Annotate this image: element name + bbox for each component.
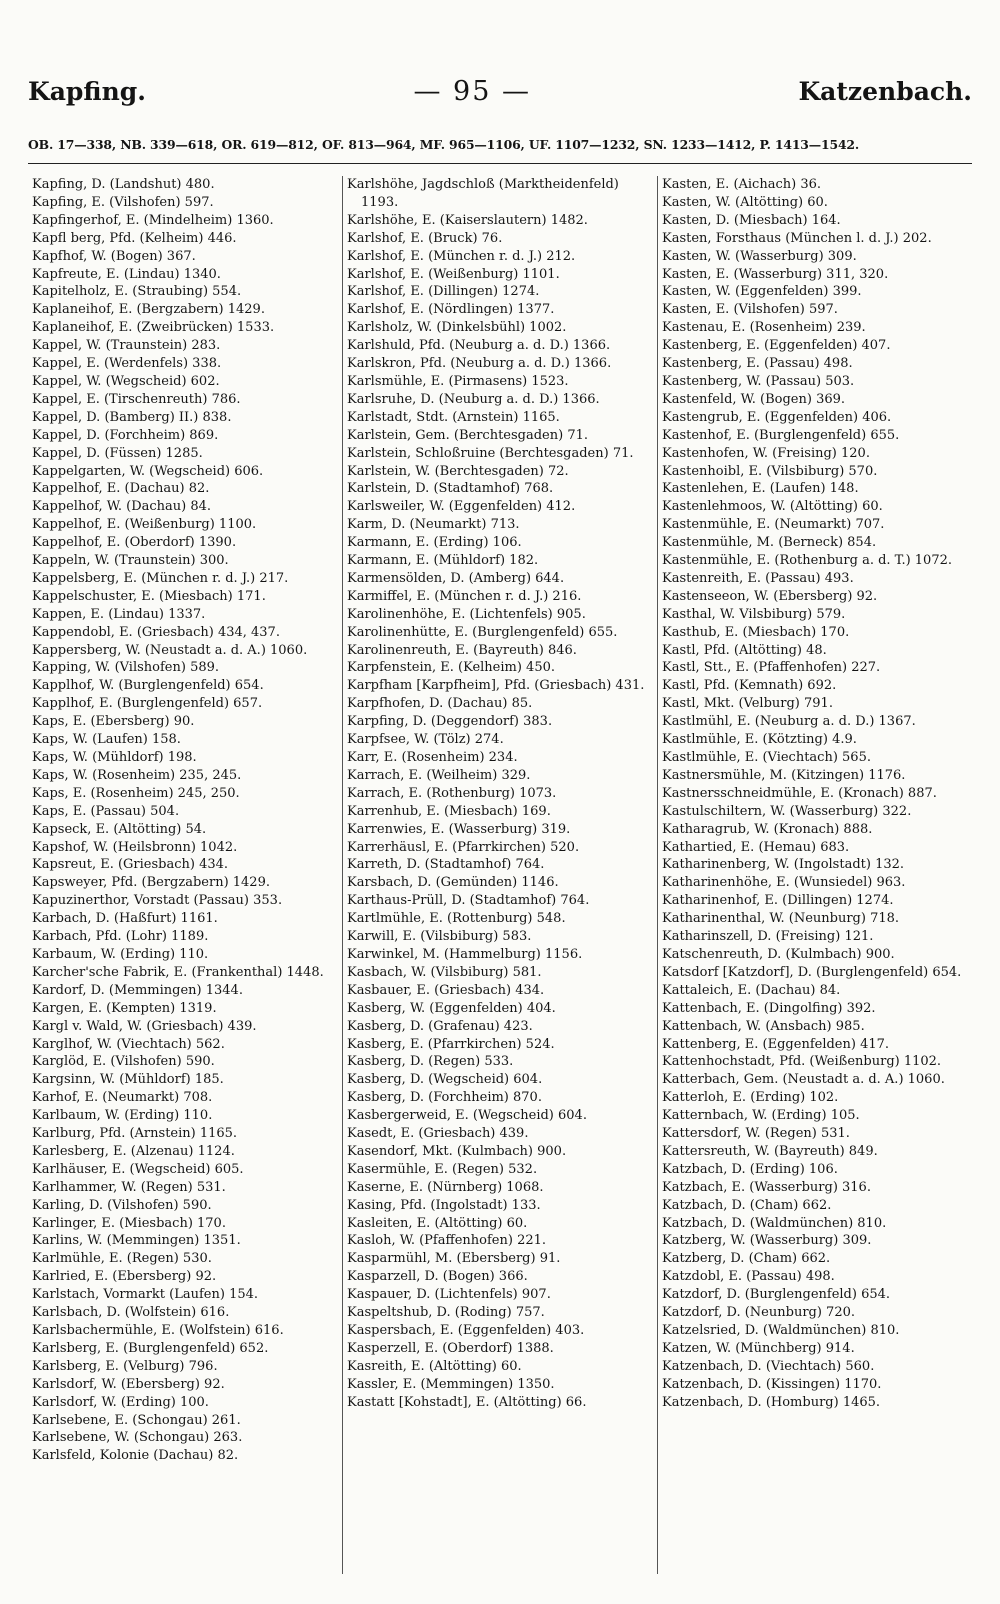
gazetteer-entry: Kaps, W. (Mühldorf) 198. [32, 750, 197, 765]
gazetteer-entry: Kastenmühle, M. (Berneck) 854. [662, 535, 877, 551]
gazetteer-entry: Karlsberg, E. (Burglengenfeld) 652. [32, 1340, 269, 1356]
gazetteer-entry: Katzberg, W. (Wasserburg) 309. [662, 1233, 872, 1249]
gazetteer-entry: Karlsbach, D. (Wolfstein) 616. [32, 1305, 230, 1321]
gazetteer-entry: Karrach, E. (Weilheim) 329. [347, 767, 531, 783]
gazetteer-entry: Karlesberg, E. (Alzenau) 1124. [32, 1143, 235, 1159]
gazetteer-entry: Kasthub, E. (Miesbach) 170. [662, 624, 850, 640]
gazetteer-entry: Kappelschuster, E. (Miesbach) 171. [32, 588, 266, 604]
gazetteer-entry: Karlshof, E. (Weißenburg) 1101. [347, 266, 560, 282]
gazetteer-entry: Kasermühle, E. (Regen) 532. [347, 1161, 538, 1177]
gazetteer-entry: Kapfhof, W. (Bogen) 367. [32, 248, 196, 264]
header-first-entry: Kapfing. [28, 77, 146, 106]
gazetteer-entry: Kastenhofen, W. (Freising) 120. [662, 445, 870, 461]
gazetteer-entry: Karlsweiler, W. (Eggenfelden) 412. [347, 499, 576, 515]
gazetteer-entry: Karglöd, E. (Vilshofen) 590. [32, 1054, 215, 1070]
gazetteer-entry: Karlstein, Gem. (Berchtesgaden) 71. [347, 427, 589, 443]
gazetteer-entry: Kapseck, E. (Altötting) 54. [32, 821, 207, 837]
gazetteer-entry: Katzenbach, D. (Kissingen) 1170. [662, 1376, 882, 1392]
gazetteer-entry: Kasberg, D. (Grafenau) 423. [347, 1018, 533, 1034]
gazetteer-entry: Kastlmühl, E. (Neuburg a. d. D.) 1367. [662, 714, 916, 730]
gazetteer-entry: Kappeln, W. (Traunstein) 300. [32, 553, 229, 569]
gazetteer-entry: Kastenhof, E. (Burglengenfeld) 655. [662, 427, 900, 443]
gazetteer-entry: Katzdorf, D. (Neunburg) 720. [662, 1305, 856, 1321]
gazetteer-entry: Kasberg, W. (Eggenfelden) 404. [347, 1000, 556, 1016]
gazetteer-entry: Kastenmühle, E. (Rothenburg a. d. T.) 1072. [662, 553, 952, 569]
gazetteer-entry: Kaps, E. (Rosenheim) 245, 250. [32, 785, 240, 801]
column-3 [657, 176, 972, 1574]
gazetteer-entry: Kattenhochstadt, Pfd. (Weißenburg) 1102. [662, 1054, 942, 1070]
gazetteer-entry: Kasten, Forsthaus (München l. d. J.) 202. [662, 230, 932, 246]
gazetteer-entry: Karlhammer, W. (Regen) 531. [32, 1179, 226, 1195]
gazetteer-entry: Kastl, Stt., E. (Pfaffenhofen) 227. [662, 660, 881, 676]
gazetteer-entry: Kastl, Pfd. (Kemnath) 692. [662, 678, 837, 694]
gazetteer-entry: Kastulschiltern, W. (Wasserburg) 322. [662, 803, 912, 819]
gazetteer-entry: Karglhof, W. (Viechtach) 562. [32, 1036, 225, 1052]
gazetteer-entry: Kastenberg, E. (Passau) 498. [662, 356, 853, 372]
gazetteer-entry: Kasedt, E. (Griesbach) 439. [347, 1126, 529, 1142]
gazetteer-entry: Kaps, W. (Rosenheim) 235, 245. [32, 767, 242, 783]
gazetteer-entry: Katzbach, D. (Waldmünchen) 810. [662, 1215, 887, 1231]
gazetteer-entry: Kattenbach, E. (Dingolfing) 392. [662, 1000, 876, 1016]
gazetteer-entry: Kaspersbach, E. (Eggenfelden) 403. [347, 1323, 585, 1338]
gazetteer-entry: Kasparmühl, M. (Ebersberg) 91. [347, 1251, 561, 1267]
gazetteer-entry: Kastl, Mkt. (Velburg) 791. [662, 696, 833, 712]
gazetteer-entry: Kappelhof, E. (Oberdorf) 1390. [32, 535, 237, 551]
gazetteer-entry: Kappen, E. (Lindau) 1337. [32, 606, 206, 622]
gazetteer-entry: Kappel, E. (Tirschenreuth) 786. [32, 391, 241, 407]
gazetteer-entry: Kapfingerhof, E. (Mindelheim) 1360. [32, 212, 274, 228]
gazetteer-entry: Karlhäuser, E. (Wegscheid) 605. [32, 1161, 244, 1177]
gazetteer-entry: Kaserne, E. (Nürnberg) 1068. [347, 1179, 544, 1195]
gazetteer-entry: Kasberg, D. (Regen) 533. [347, 1054, 514, 1070]
gazetteer-entry: Kastenberg, E. (Eggenfelden) 407. [662, 338, 891, 354]
gazetteer-entry: Kastnersschneidmühle, E. (Kronach) 887. [662, 785, 937, 801]
gazetteer-entry: Kargsinn, W. (Mühldorf) 185. [32, 1072, 224, 1088]
gazetteer-entry: Kasten, E. (Aichach) 36. [662, 177, 821, 192]
gazetteer-entry: Karlstach, Vormarkt (Laufen) 154. [32, 1287, 259, 1303]
gazetteer-entry: Karolinenhöhe, E. (Lichtenfels) 905. [347, 606, 586, 622]
gazetteer-entry: Kasbauer, E. (Griesbach) 434. [347, 982, 545, 998]
gazetteer-entry: Kattersreuth, W. (Bayreuth) 849. [662, 1143, 878, 1159]
gazetteer-entry: Karbaum, W. (Erding) 110. [32, 946, 209, 962]
gazetteer-entry: Karlsdorf, W. (Erding) 100. [32, 1394, 209, 1410]
gazetteer-entry: Karlmühle, E. (Regen) 530. [32, 1251, 212, 1267]
gazetteer-entry: Kathartied, E. (Hemau) 683. [662, 839, 850, 855]
gazetteer-entry: Kastengrub, E. (Eggenfelden) 406. [662, 409, 892, 425]
gazetteer-entry: Katharagrub, W. (Kronach) 888. [662, 821, 873, 837]
gazetteer-entry: Kasten, D. (Miesbach) 164. [662, 212, 841, 228]
gazetteer-entry: Kasbergerweid, E. (Wegscheid) 604. [347, 1108, 587, 1124]
gazetteer-entry: Karrenwies, E. (Wasserburg) 319. [347, 821, 571, 837]
gazetteer-entry: Karlstadt, Stdt. (Arnstein) 1165. [347, 409, 560, 425]
gazetteer-entry: Katharinenthal, W. (Neunburg) 718. [662, 911, 900, 927]
gazetteer-entry: Karpfenstein, E. (Kelheim) 450. [347, 660, 555, 676]
gazetteer-entry: Kapsweyer, Pfd. (Bergzabern) 1429. [32, 875, 270, 891]
gazetteer-entry: Kattersdorf, W. (Regen) 531. [662, 1126, 850, 1142]
gazetteer-entry: Katharinenberg, W. (Ingolstadt) 132. [662, 857, 905, 873]
gazetteer-entry: Kasparzell, D. (Bogen) 366. [347, 1269, 528, 1285]
column-1 [28, 176, 342, 1574]
gazetteer-entry: Katzberg, D. (Cham) 662. [662, 1251, 831, 1267]
gazetteer-entry: Kasberg, D. (Wegscheid) 604. [347, 1072, 543, 1088]
gazetteer-entry: Kappel, W. (Wegscheid) 602. [32, 373, 220, 389]
gazetteer-entry: Kappel, D. (Forchheim) 869. [32, 427, 219, 443]
gazetteer-entry: Karreth, D. (Stadtamhof) 764. [347, 857, 545, 873]
gazetteer-entry: Katzdorf, D. (Burglengenfeld) 654. [662, 1287, 891, 1303]
gazetteer-entry: Kapfing, D. (Landshut) 480. [32, 177, 215, 192]
gazetteer-entry: Katzenbach, D. (Viechtach) 560. [662, 1358, 875, 1374]
gazetteer-entry: Kastlmühle, E. (Kötzting) 4.9. [662, 732, 857, 748]
gazetteer-entry: Karcher'sche Fabrik, E. (Frankenthal) 1448. [32, 964, 324, 980]
gazetteer-entry: Kapfreute, E. (Lindau) 1340. [32, 266, 221, 282]
gazetteer-entry: Karbach, D. (Haßfurt) 1161. [32, 911, 218, 927]
gazetteer-entry: Kasberg, E. (Pfarrkirchen) 524. [347, 1036, 555, 1052]
gazetteer-entry: Kastenberg, W. (Passau) 503. [662, 373, 855, 389]
gazetteer-entry: Kappel, D. (Bamberg) II.) 838. [32, 409, 232, 425]
gazetteer-entry: Karlstein, D. (Stadtamhof) 768. [347, 481, 554, 497]
gazetteer-entry: Karm, D. (Neumarkt) 713. [347, 517, 520, 533]
gazetteer-entry: Kasten, W. (Wasserburg) 309. [662, 248, 857, 264]
gazetteer-entry: Karolinenreuth, E. (Bayreuth) 846. [347, 642, 577, 658]
gazetteer-entry: Karrach, E. (Rothenburg) 1073. [347, 785, 557, 801]
gazetteer-entry: Kasing, Pfd. (Ingolstadt) 133. [347, 1197, 541, 1213]
gazetteer-entry: Kastenlehen, E. (Laufen) 148. [662, 481, 859, 497]
gazetteer-entry: Kappersberg, W. (Neustadt a. d. A.) 1060. [32, 642, 308, 658]
gazetteer-entry: Kasten, E. (Wasserburg) 311, 320. [662, 266, 889, 282]
gazetteer-entry: Karlshuld, Pfd. (Neuburg a. d. D.) 1366. [347, 338, 611, 354]
gazetteer-entry: Kappel, D. (Füssen) 1285. [32, 445, 203, 461]
gazetteer-entry: Karhof, E. (Neumarkt) 708. [32, 1090, 213, 1106]
gazetteer-entry: Karlinger, E. (Miesbach) 170. [32, 1215, 226, 1231]
gazetteer-entry: Karlshof, E. (Bruck) 76. [347, 230, 503, 246]
gazetteer-entry: Kapitelholz, E. (Straubing) 554. [32, 284, 242, 300]
gazetteer-entry: Karsbach, D. (Gemünden) 1146. [347, 875, 559, 891]
gazetteer-entry: Kasten, W. (Eggenfelden) 399. [662, 284, 862, 300]
gazetteer-entry: Karlsfeld, Kolonie (Dachau) 82. [32, 1448, 239, 1464]
gazetteer-entry: Kassler, E. (Memmingen) 1350. [347, 1376, 555, 1392]
gazetteer-entry: Katzbach, D. (Cham) 662. [662, 1197, 832, 1213]
column-2 [342, 176, 657, 1574]
gazetteer-entry: Kappelgarten, W. (Wegscheid) 606. [32, 463, 264, 479]
gazetteer-entry: Kaps, E. (Ebersberg) 90. [32, 714, 195, 730]
gazetteer-entry: Katzelsried, D. (Waldmünchen) 810. [662, 1323, 900, 1338]
gazetteer-entry: Karlsebene, W. (Schongau) 263. [32, 1430, 243, 1446]
gazetteer-entry: Kappendobl, E. (Griesbach) 434, 437. [32, 624, 280, 640]
gazetteer-entry: Kattenberg, E. (Eggenfelden) 417. [662, 1036, 890, 1052]
gazetteer-entry: Kasthal, W. Vilsbiburg) 579. [662, 606, 846, 622]
gazetteer-entry: Karrenhub, E. (Miesbach) 169. [347, 803, 551, 819]
gazetteer-columns [28, 176, 972, 1574]
gazetteer-entry: Kastl, Pfd. (Altötting) 48. [662, 642, 827, 658]
gazetteer-entry: Karthaus-Prüll, D. (Stadtamhof) 764. [347, 893, 590, 909]
gazetteer-entry: Kappelhof, E. (Dachau) 82. [32, 481, 210, 497]
gazetteer-entry: Karlsebene, E. (Schongau) 261. [32, 1412, 241, 1428]
gazetteer-entry: Kappel, E. (Werdenfels) 338. [32, 356, 222, 372]
gazetteer-entry: Kastlmühle, E. (Viechtach) 565. [662, 750, 871, 765]
gazetteer-entry: Kastnersmühle, M. (Kitzingen) 1176. [662, 767, 906, 783]
gazetteer-entry: Kappelhof, E. (Weißenburg) 1100. [32, 517, 257, 533]
gazetteer-entry: Kasloh, W. (Pfaffenhofen) 221. [347, 1233, 547, 1249]
gazetteer-entry: Katzbach, D. (Erding) 106. [662, 1161, 838, 1177]
gazetteer-entry: Kappelhof, W. (Dachau) 84. [32, 499, 212, 515]
gazetteer-entry: Karmiffel, E. (München r. d. J.) 216. [347, 588, 582, 604]
gazetteer-entry: Karmensölden, D. (Amberg) 644. [347, 570, 565, 586]
gazetteer-entry: Kapplhof, W. (Burglengenfeld) 654. [32, 678, 264, 694]
gazetteer-entry: Kaplaneihof, E. (Bergzabern) 1429. [32, 302, 265, 318]
gazetteer-entry: Kaplaneihof, E. (Zweibrücken) 1533. [32, 320, 275, 336]
gazetteer-entry: Kasberg, D. (Forchheim) 870. [347, 1090, 542, 1106]
gazetteer-entry: Karlshöhe, E. (Kaiserslautern) 1482. [347, 212, 588, 228]
gazetteer-entry: Kastenau, E. (Rosenheim) 239. [662, 320, 866, 336]
gazetteer-entry: Kapplhof, E. (Burglengenfeld) 657. [32, 696, 263, 712]
page-header [28, 76, 972, 107]
gazetteer-entry: Karling, D. (Vilshofen) 590. [32, 1197, 212, 1213]
gazetteer-entry: Kastenreith, E. (Passau) 493. [662, 570, 854, 586]
gazetteer-entry: Katsdorf [Katzdorf], D. (Burglengenfeld) 654. [662, 964, 962, 980]
gazetteer-entry: Karr, E. (Rosenheim) 234. [347, 750, 518, 765]
gazetteer-entry: Kasendorf, Mkt. (Kulmbach) 900. [347, 1143, 567, 1159]
gazetteer-entry: Katzbach, E. (Wasserburg) 316. [662, 1179, 871, 1195]
gazetteer-entry: Karlbaum, W. (Erding) 110. [32, 1108, 213, 1124]
gazetteer-entry: Karlsdorf, W. (Ebersberg) 92. [32, 1376, 225, 1392]
gazetteer-entry: Kapfl berg, Pfd. (Kelheim) 446. [32, 230, 237, 246]
gazetteer-entry: Kastenfeld, W. (Bogen) 369. [662, 391, 846, 407]
gazetteer-entry: Kapfing, E. (Vilshofen) 597. [32, 194, 214, 210]
gazetteer-entry: Karpfsee, W. (Tölz) 274. [347, 732, 504, 748]
gazetteer-entry: Kapuzinerthor, Vorstadt (Passau) 353. [32, 893, 283, 909]
gazetteer-entry: Katharinenhöhe, E. (Wunsiedel) 963. [662, 875, 906, 891]
gazetteer-entry: Katharinenhof, E. (Dillingen) 1274. [662, 893, 894, 909]
gazetteer-entry: Karmann, E. (Erding) 106. [347, 535, 522, 551]
gazetteer-entry: Karpfham [Karpfheim], Pfd. (Griesbach) 431. [347, 678, 645, 694]
gazetteer-entry: Kaps, W. (Laufen) 158. [32, 732, 181, 748]
gazetteer-entry: Karlshöhe, Jagdschloß (Marktheidenfeld) 1193. [347, 177, 619, 210]
gazetteer-entry: Karwinkel, M. (Hammelburg) 1156. [347, 946, 583, 962]
gazetteer-entry: Kasten, W. (Altötting) 60. [662, 194, 828, 210]
gazetteer-entry: Kaps, E. (Passau) 504. [32, 803, 180, 819]
gazetteer-entry: Kasleiten, E. (Altötting) 60. [347, 1215, 528, 1231]
gazetteer-entry: Kastenlehmoos, W. (Altötting) 60. [662, 499, 883, 515]
gazetteer-entry: Katzenbach, D. (Homburg) 1465. [662, 1394, 881, 1410]
gazetteer-entry: Karlsholz, W. (Dinkelsbühl) 1002. [347, 320, 567, 336]
header-rule [28, 163, 972, 164]
gazetteer-entry: Kapsreut, E. (Griesbach) 434. [32, 857, 229, 873]
gazetteer-entry: Katschenreuth, D. (Kulmbach) 900. [662, 946, 895, 962]
gazetteer-entry: Kattenbach, W. (Ansbach) 985. [662, 1018, 865, 1034]
gazetteer-entry: Katzen, W. (Münchberg) 914. [662, 1340, 855, 1356]
page-number: — 95 — [413, 76, 531, 107]
gazetteer-entry: Kattaleich, E. (Dachau) 84. [662, 982, 841, 998]
gazetteer-entry: Kastenhoibl, E. (Vilsbiburg) 570. [662, 463, 878, 479]
gazetteer-entry: Karpfing, D. (Deggendorf) 383. [347, 714, 553, 730]
gazetteer-entry: Karmann, E. (Mühldorf) 182. [347, 553, 539, 569]
gazetteer-entry: Karpfhofen, D. (Dachau) 85. [347, 696, 533, 712]
gazetteer-entry: Karlins, W. (Memmingen) 1351. [32, 1233, 241, 1249]
gazetteer-entry: Kappelsberg, E. (München r. d. J.) 217. [32, 570, 289, 586]
gazetteer-entry: Karrerhäusl, E. (Pfarrkirchen) 520. [347, 839, 580, 855]
gazetteer-entry: Kargen, E. (Kempten) 1319. [32, 1000, 217, 1016]
gazetteer-entry: Kartlmühle, E. (Rottenburg) 548. [347, 911, 566, 927]
section-index-line: OB. 17—338, NB. 339—618, OR. 619—812, OF. 813—964, MF. 965—1106, UF. 1107—1232, SN. 1233—1412, P. 1413—1542. [28, 137, 860, 152]
gazetteer-entry: Kapping, W. (Vilshofen) 589. [32, 660, 220, 676]
gazetteer-entry: Karlshof, E. (München r. d. J.) 212. [347, 248, 576, 264]
gazetteer-entry: Katterloh, E. (Erding) 102. [662, 1090, 839, 1106]
gazetteer-entry: Karlskron, Pfd. (Neuburg a. d. D.) 1366. [347, 356, 612, 372]
gazetteer-entry: Karlstein, W. (Berchtesgaden) 72. [347, 463, 569, 479]
gazetteer-entry: Kasreith, E. (Altötting) 60. [347, 1358, 522, 1374]
gazetteer-entry: Karlsmühle, E. (Pirmasens) 1523. [347, 373, 569, 389]
gazetteer-entry: Katharinszell, D. (Freising) 121. [662, 929, 874, 945]
gazetteer-entry: Karlried, E. (Ebersberg) 92. [32, 1269, 217, 1285]
gazetteer-entry: Karlsbachermühle, E. (Wolfstein) 616. [32, 1323, 284, 1338]
gazetteer-entry: Kaspauer, D. (Lichtenfels) 907. [347, 1287, 551, 1303]
gazetteer-entry: Karolinenhütte, E. (Burglengenfeld) 655. [347, 624, 618, 640]
gazetteer-entry: Karbach, Pfd. (Lohr) 1189. [32, 929, 209, 945]
gazetteer-entry: Karlburg, Pfd. (Arnstein) 1165. [32, 1126, 238, 1142]
gazetteer-entry: Kastenmühle, E. (Neumarkt) 707. [662, 517, 885, 533]
gazetteer-entry: Karlsruhe, D. (Neuburg a. d. D.) 1366. [347, 391, 600, 407]
gazetteer-entry: Kapshof, W. (Heilsbronn) 1042. [32, 839, 238, 855]
gazetteer-entry: Katternbach, W. (Erding) 105. [662, 1108, 860, 1124]
gazetteer-entry: Katzdobl, E. (Passau) 498. [662, 1269, 835, 1285]
gazetteer-entry: Karlstein, Schloßruine (Berchtesgaden) 71. [347, 445, 634, 461]
gazetteer-entry: Kardorf, D. (Memmingen) 1344. [32, 982, 243, 998]
gazetteer-entry: Karlshof, E. (Nördlingen) 1377. [347, 302, 555, 318]
gazetteer-entry: Kasten, E. (Vilshofen) 597. [662, 302, 838, 318]
gazetteer-entry: Kappel, W. (Traunstein) 283. [32, 338, 221, 354]
gazetteer-entry: Kasbach, W. (Vilsbiburg) 581. [347, 964, 542, 980]
gazetteer-entry: Kastatt [Kohstadt], E. (Altötting) 66. [347, 1394, 587, 1410]
header-last-entry: Katzenbach. [798, 77, 972, 106]
gazetteer-entry: Kargl v. Wald, W. (Griesbach) 439. [32, 1018, 257, 1034]
gazetteer-entry: Kastenseeon, W. (Ebersberg) 92. [662, 588, 878, 604]
gazetteer-entry: Katterbach, Gem. (Neustadt a. d. A.) 1060. [662, 1072, 945, 1088]
gazetteer-entry: Kasperzell, E. (Oberdorf) 1388. [347, 1340, 554, 1356]
gazetteer-entry: Kaspeltshub, D. (Roding) 757. [347, 1305, 545, 1321]
gazetteer-entry: Karlshof, E. (Dillingen) 1274. [347, 284, 540, 300]
gazetteer-entry: Karwill, E. (Vilsbiburg) 583. [347, 929, 532, 945]
gazetteer-entry: Karlsberg, E. (Velburg) 796. [32, 1358, 218, 1374]
